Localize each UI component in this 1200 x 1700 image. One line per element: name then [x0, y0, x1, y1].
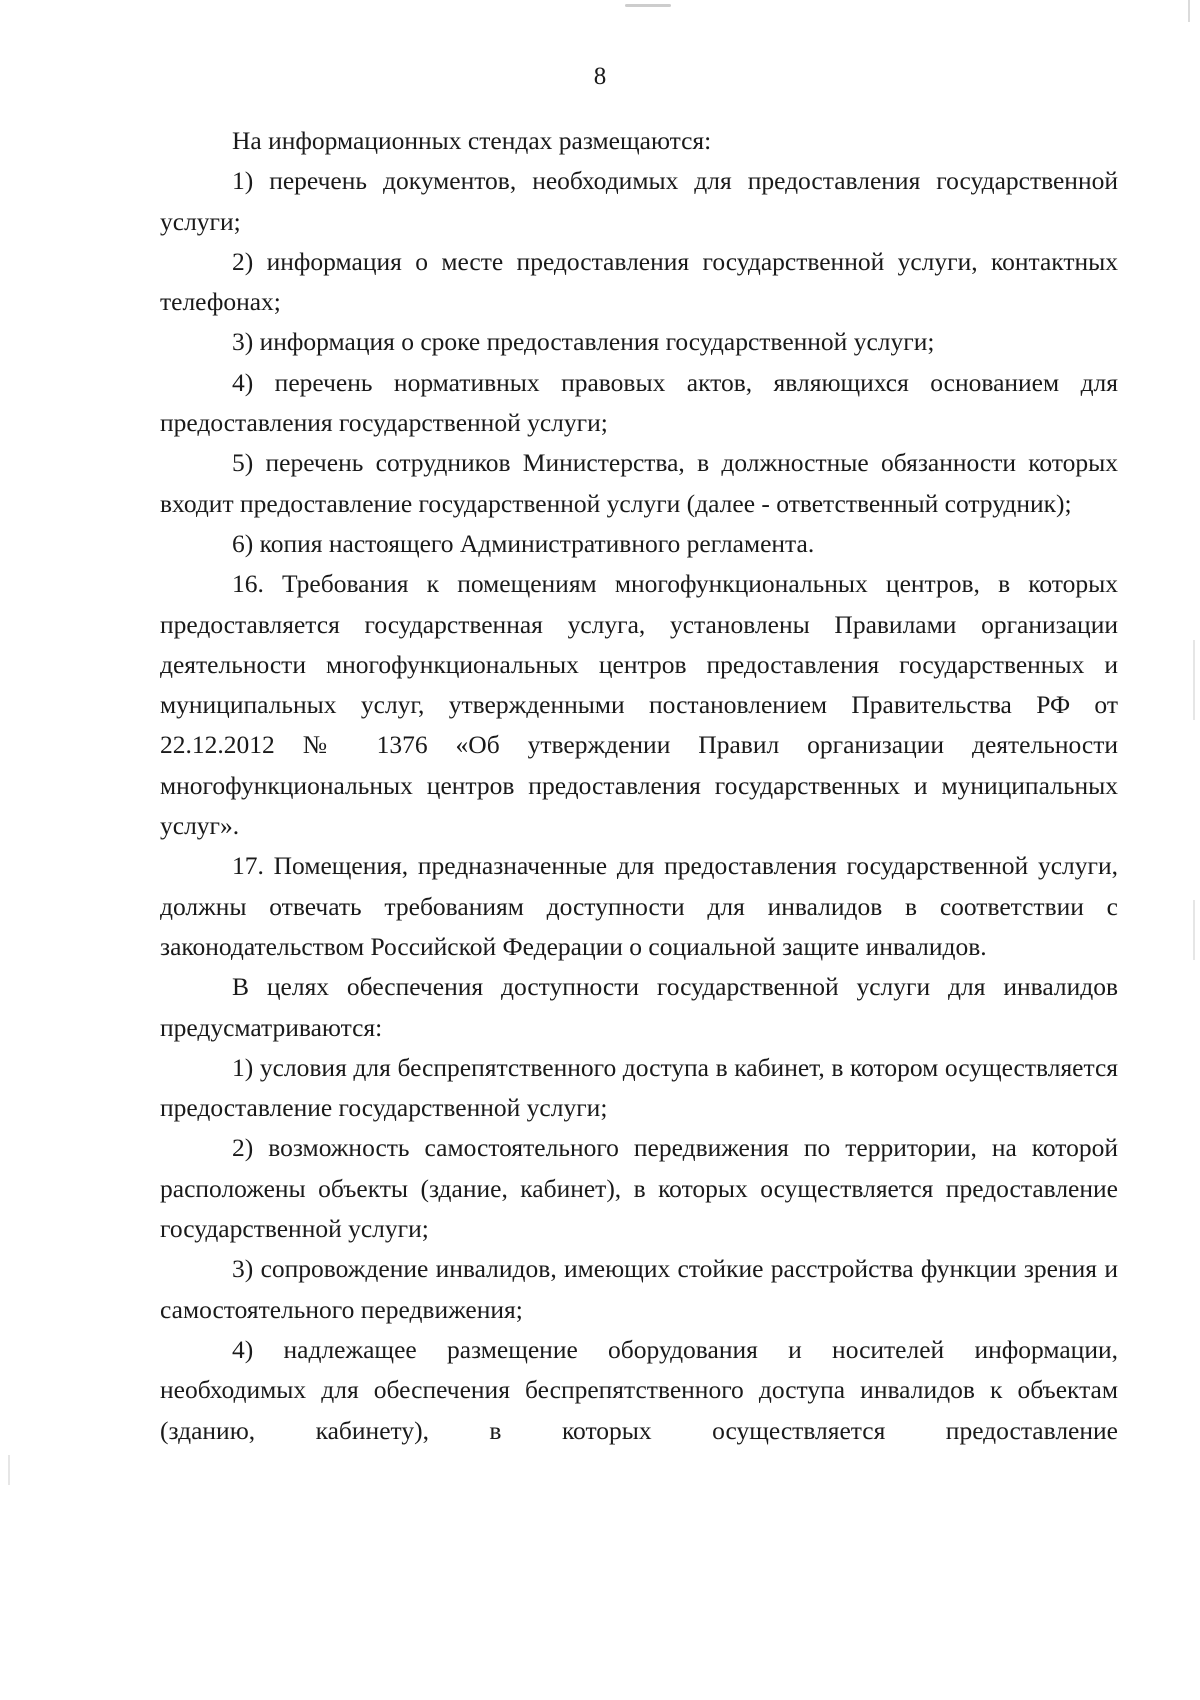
list-item: 2) информация о месте предоставления государственной услуги, контактных телефонах; [160, 246, 1118, 317]
scan-artifact [8, 1455, 10, 1485]
scan-artifact [1193, 640, 1195, 720]
list-item: 1) перечень документов, необходимых для предоставления государственной услуги; [160, 166, 1118, 236]
list-item: 1) условия для беспрепятственного доступа в кабинет, в котором осуществляется предоставление государственной услуги; [160, 1052, 1118, 1123]
list-item: 5) перечень сотрудников Министерства, в должностные обязанности которых входит предоставление государственной услуги (далее - ответственный сотрудник); [160, 448, 1118, 518]
scan-artifact [1193, 900, 1195, 960]
paragraph-intro: На информационных стендах размещаются: [232, 126, 712, 155]
list-item: 4) перечень нормативных правовых актов, являющихся основанием для предоставления государственной услуги; [160, 367, 1118, 438]
list-item: 3) сопровождение инвалидов, имеющих стойкие расстройства функции зрения и самостоятельного передвижения; [160, 1254, 1118, 1324]
paragraph-clause-16: 16. Требования к помещениям многофункциональных центров, в которых предоставляется государственная услуга, установлены Правилами организации деятельности многофункциональных центров предоставления государственных и муниципальных услуг, утвержденными постановлением Правительства РФ от 22.12.2012 № 1376 «Об утверждении Правил организации деятельности многофункциональных центров предоставления государственных и муниципальных услуг». [160, 569, 1118, 841]
scan-artifact [625, 4, 671, 7]
list-item: 3) информация о сроке предоставления государственной услуги; [232, 327, 935, 357]
scan-artifact [1188, 0, 1190, 22]
paragraph-clause-17: 17. Помещения, предназначенные для предоставления государственной услуги, должны отвечать требованиям доступности для инвалидов в соответствии с законодательством Российской Федерации о социальной защите инвалидов. [160, 851, 1118, 961]
list-item: 6) копия настоящего Административного регламента. [232, 528, 815, 558]
paragraph-accessibility-intro: В целях обеспечения доступности государственной услуги для инвалидов предусматриваются: [160, 972, 1118, 1042]
page-number: 8 [593, 63, 607, 90]
list-item: 4) надлежащее размещение оборудования и носителей информации, необходимых для обеспечения беспрепятственного доступа инвалидов к объектам (зданию, кабинету), в которых осуществляется предоставление [160, 1334, 1118, 1445]
list-item: 2) возможность самостоятельного передвижения по территории, на которой расположены объекты (здание, кабинет), в которых осуществляется предоставление государственной услуги; [160, 1133, 1118, 1244]
document-body [160, 121, 1118, 1451]
